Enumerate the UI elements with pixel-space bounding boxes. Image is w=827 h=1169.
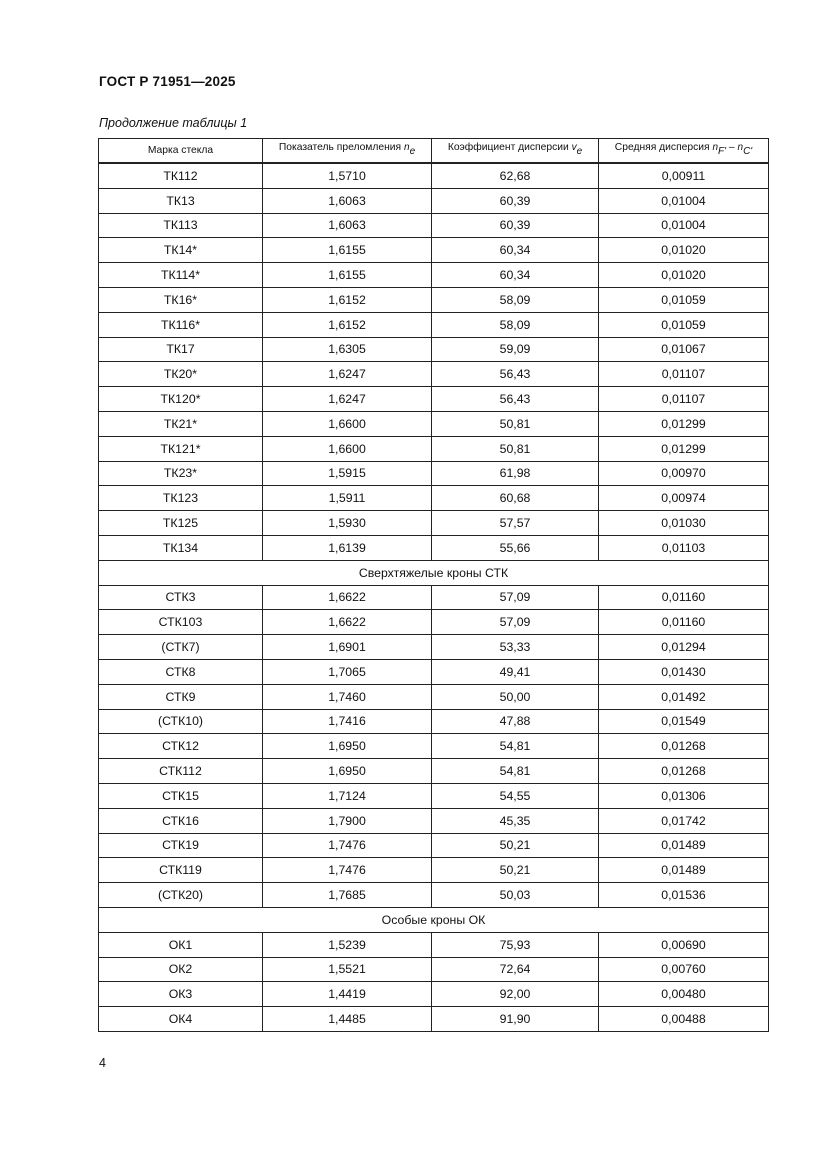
cell-dispersion-coefficient: 60,34 bbox=[432, 263, 599, 288]
table-row bbox=[99, 263, 769, 288]
table-header-row bbox=[99, 139, 769, 164]
cell-dispersion-coefficient: 60,34 bbox=[432, 238, 599, 263]
cell-mean-dispersion: 0,01489 bbox=[599, 833, 769, 858]
cell-glass-grade: ТК13 bbox=[99, 188, 263, 213]
cell-mean-dispersion: 0,00690 bbox=[599, 932, 769, 957]
cell-dispersion-coefficient: 50,21 bbox=[432, 858, 599, 883]
cell-refractive-index: 1,6950 bbox=[263, 734, 432, 759]
cell-mean-dispersion: 0,01020 bbox=[599, 263, 769, 288]
cell-glass-grade: СТК15 bbox=[99, 783, 263, 808]
glass-properties-table bbox=[98, 138, 769, 1032]
cell-refractive-index: 1,5710 bbox=[263, 163, 432, 188]
cell-refractive-index: 1,6247 bbox=[263, 387, 432, 412]
cell-refractive-index: 1,6152 bbox=[263, 287, 432, 312]
cell-glass-grade: (СТК7) bbox=[99, 635, 263, 660]
cell-mean-dispersion: 0,01059 bbox=[599, 312, 769, 337]
cell-dispersion-coefficient: 54,81 bbox=[432, 759, 599, 784]
cell-refractive-index: 1,6600 bbox=[263, 436, 432, 461]
table-row bbox=[99, 238, 769, 263]
cell-mean-dispersion: 0,01004 bbox=[599, 213, 769, 238]
table-row bbox=[99, 783, 769, 808]
cell-dispersion-coefficient: 55,66 bbox=[432, 535, 599, 560]
cell-dispersion-coefficient: 61,98 bbox=[432, 461, 599, 486]
cell-dispersion-coefficient: 50,21 bbox=[432, 833, 599, 858]
cell-glass-grade: (СТК10) bbox=[99, 709, 263, 734]
cell-glass-grade: ТК116* bbox=[99, 312, 263, 337]
cell-refractive-index: 1,6155 bbox=[263, 238, 432, 263]
table-row bbox=[99, 461, 769, 486]
table-caption: Продолжение таблицы 1 bbox=[99, 116, 248, 130]
cell-mean-dispersion: 0,00974 bbox=[599, 486, 769, 511]
cell-dispersion-coefficient: 62,68 bbox=[432, 163, 599, 188]
cell-glass-grade: ТК112 bbox=[99, 163, 263, 188]
cell-glass-grade: ОК2 bbox=[99, 957, 263, 982]
cell-refractive-index: 1,7476 bbox=[263, 858, 432, 883]
table-row bbox=[99, 610, 769, 635]
cell-mean-dispersion: 0,00970 bbox=[599, 461, 769, 486]
cell-refractive-index: 1,6600 bbox=[263, 411, 432, 436]
table-row bbox=[99, 659, 769, 684]
cell-mean-dispersion: 0,01059 bbox=[599, 287, 769, 312]
cell-dispersion-coefficient: 58,09 bbox=[432, 287, 599, 312]
cell-mean-dispersion: 0,01536 bbox=[599, 883, 769, 908]
table-row bbox=[99, 585, 769, 610]
cell-refractive-index: 1,7900 bbox=[263, 808, 432, 833]
cell-dispersion-coefficient: 56,43 bbox=[432, 387, 599, 412]
table-row bbox=[99, 163, 769, 188]
table-row bbox=[99, 635, 769, 660]
cell-dispersion-coefficient: 54,55 bbox=[432, 783, 599, 808]
cell-refractive-index: 1,5239 bbox=[263, 932, 432, 957]
section-title: Особые кроны ОК bbox=[99, 907, 769, 932]
cell-glass-grade: СТК103 bbox=[99, 610, 263, 635]
cell-refractive-index: 1,7460 bbox=[263, 684, 432, 709]
column-header-dispersion-coefficient: Коэффициент дисперсии $v_e$ bbox=[432, 139, 599, 164]
cell-dispersion-coefficient: 60,39 bbox=[432, 188, 599, 213]
table-row bbox=[99, 362, 769, 387]
column-header-glass-grade: Марка стекла bbox=[99, 139, 263, 164]
column-header-mean-dispersion: Средняя дисперсия $n_{F'} - n_{C'}$ bbox=[599, 139, 769, 164]
cell-mean-dispersion: 0,01294 bbox=[599, 635, 769, 660]
cell-dispersion-coefficient: 56,43 bbox=[432, 362, 599, 387]
cell-mean-dispersion: 0,01299 bbox=[599, 436, 769, 461]
cell-mean-dispersion: 0,01107 bbox=[599, 362, 769, 387]
page-number: 4 bbox=[99, 1056, 106, 1070]
cell-dispersion-coefficient: 57,09 bbox=[432, 585, 599, 610]
cell-mean-dispersion: 0,01107 bbox=[599, 387, 769, 412]
table-body bbox=[99, 163, 769, 1031]
cell-mean-dispersion: 0,01067 bbox=[599, 337, 769, 362]
document-header-standard-number: ГОСТ Р 71951—2025 bbox=[99, 74, 236, 89]
cell-mean-dispersion: 0,01549 bbox=[599, 709, 769, 734]
table-row bbox=[99, 833, 769, 858]
cell-refractive-index: 1,4419 bbox=[263, 982, 432, 1007]
cell-mean-dispersion: 0,01299 bbox=[599, 411, 769, 436]
cell-mean-dispersion: 0,00911 bbox=[599, 163, 769, 188]
cell-glass-grade: ОК3 bbox=[99, 982, 263, 1007]
section-title: Сверхтяжелые кроны СТК bbox=[99, 560, 769, 585]
cell-glass-grade: СТК119 bbox=[99, 858, 263, 883]
table-row bbox=[99, 1007, 769, 1032]
cell-dispersion-coefficient: 60,68 bbox=[432, 486, 599, 511]
cell-refractive-index: 1,5911 bbox=[263, 486, 432, 511]
cell-refractive-index: 1,6152 bbox=[263, 312, 432, 337]
cell-refractive-index: 1,6063 bbox=[263, 188, 432, 213]
cell-refractive-index: 1,6950 bbox=[263, 759, 432, 784]
cell-glass-grade: ТК114* bbox=[99, 263, 263, 288]
table-row bbox=[99, 436, 769, 461]
cell-refractive-index: 1,7124 bbox=[263, 783, 432, 808]
cell-glass-grade: СТК3 bbox=[99, 585, 263, 610]
table-row bbox=[99, 188, 769, 213]
cell-mean-dispersion: 0,00480 bbox=[599, 982, 769, 1007]
cell-glass-grade: СТК16 bbox=[99, 808, 263, 833]
table-row bbox=[99, 858, 769, 883]
table-row bbox=[99, 535, 769, 560]
cell-refractive-index: 1,4485 bbox=[263, 1007, 432, 1032]
table-row bbox=[99, 759, 769, 784]
cell-mean-dispersion: 0,00760 bbox=[599, 957, 769, 982]
table-row bbox=[99, 709, 769, 734]
cell-dispersion-coefficient: 58,09 bbox=[432, 312, 599, 337]
cell-dispersion-coefficient: 45,35 bbox=[432, 808, 599, 833]
table-row bbox=[99, 312, 769, 337]
table-row bbox=[99, 411, 769, 436]
cell-mean-dispersion: 0,01020 bbox=[599, 238, 769, 263]
cell-refractive-index: 1,7416 bbox=[263, 709, 432, 734]
cell-glass-grade: СТК12 bbox=[99, 734, 263, 759]
cell-dispersion-coefficient: 50,03 bbox=[432, 883, 599, 908]
cell-mean-dispersion: 0,01742 bbox=[599, 808, 769, 833]
cell-mean-dispersion: 0,01103 bbox=[599, 535, 769, 560]
cell-glass-grade: ТК14* bbox=[99, 238, 263, 263]
cell-dispersion-coefficient: 47,88 bbox=[432, 709, 599, 734]
cell-mean-dispersion: 0,01268 bbox=[599, 759, 769, 784]
cell-refractive-index: 1,6139 bbox=[263, 535, 432, 560]
cell-glass-grade: ТК125 bbox=[99, 511, 263, 536]
table-row bbox=[99, 932, 769, 957]
cell-glass-grade: ТК121* bbox=[99, 436, 263, 461]
cell-refractive-index: 1,7685 bbox=[263, 883, 432, 908]
cell-glass-grade: ТК120* bbox=[99, 387, 263, 412]
cell-refractive-index: 1,6247 bbox=[263, 362, 432, 387]
table-row bbox=[99, 883, 769, 908]
cell-mean-dispersion: 0,01160 bbox=[599, 585, 769, 610]
table-row bbox=[99, 287, 769, 312]
section-row bbox=[99, 560, 769, 585]
cell-glass-grade: ТК23* bbox=[99, 461, 263, 486]
cell-refractive-index: 1,7065 bbox=[263, 659, 432, 684]
cell-glass-grade: (СТК20) bbox=[99, 883, 263, 908]
cell-mean-dispersion: 0,01492 bbox=[599, 684, 769, 709]
cell-mean-dispersion: 0,01160 bbox=[599, 610, 769, 635]
cell-refractive-index: 1,6622 bbox=[263, 585, 432, 610]
cell-mean-dispersion: 0,01430 bbox=[599, 659, 769, 684]
cell-refractive-index: 1,6901 bbox=[263, 635, 432, 660]
cell-dispersion-coefficient: 60,39 bbox=[432, 213, 599, 238]
cell-dispersion-coefficient: 50,00 bbox=[432, 684, 599, 709]
table-row bbox=[99, 684, 769, 709]
cell-glass-grade: СТК112 bbox=[99, 759, 263, 784]
cell-glass-grade: СТК8 bbox=[99, 659, 263, 684]
cell-glass-grade: ТК113 bbox=[99, 213, 263, 238]
table-row bbox=[99, 957, 769, 982]
column-header-refractive-index: Показатель преломления $n_e$ bbox=[263, 139, 432, 164]
cell-refractive-index: 1,6622 bbox=[263, 610, 432, 635]
cell-refractive-index: 1,5930 bbox=[263, 511, 432, 536]
cell-mean-dispersion: 0,01030 bbox=[599, 511, 769, 536]
cell-glass-grade: ТК20* bbox=[99, 362, 263, 387]
cell-refractive-index: 1,6155 bbox=[263, 263, 432, 288]
table-row bbox=[99, 511, 769, 536]
table-row bbox=[99, 734, 769, 759]
cell-dispersion-coefficient: 49,41 bbox=[432, 659, 599, 684]
cell-dispersion-coefficient: 50,81 bbox=[432, 411, 599, 436]
table-row bbox=[99, 387, 769, 412]
cell-dispersion-coefficient: 53,33 bbox=[432, 635, 599, 660]
cell-glass-grade: ТК17 bbox=[99, 337, 263, 362]
cell-glass-grade: ТК21* bbox=[99, 411, 263, 436]
cell-glass-grade: СТК9 bbox=[99, 684, 263, 709]
cell-mean-dispersion: 0,00488 bbox=[599, 1007, 769, 1032]
cell-dispersion-coefficient: 57,09 bbox=[432, 610, 599, 635]
cell-dispersion-coefficient: 59,09 bbox=[432, 337, 599, 362]
section-row bbox=[99, 907, 769, 932]
cell-dispersion-coefficient: 50,81 bbox=[432, 436, 599, 461]
cell-mean-dispersion: 0,01268 bbox=[599, 734, 769, 759]
cell-refractive-index: 1,6305 bbox=[263, 337, 432, 362]
cell-glass-grade: ОК1 bbox=[99, 932, 263, 957]
table-row bbox=[99, 213, 769, 238]
cell-glass-grade: ТК134 bbox=[99, 535, 263, 560]
cell-mean-dispersion: 0,01489 bbox=[599, 858, 769, 883]
cell-dispersion-coefficient: 54,81 bbox=[432, 734, 599, 759]
cell-dispersion-coefficient: 92,00 bbox=[432, 982, 599, 1007]
cell-dispersion-coefficient: 72,64 bbox=[432, 957, 599, 982]
cell-refractive-index: 1,5915 bbox=[263, 461, 432, 486]
cell-refractive-index: 1,7476 bbox=[263, 833, 432, 858]
cell-dispersion-coefficient: 57,57 bbox=[432, 511, 599, 536]
table-row bbox=[99, 337, 769, 362]
cell-glass-grade: ТК16* bbox=[99, 287, 263, 312]
cell-refractive-index: 1,6063 bbox=[263, 213, 432, 238]
cell-dispersion-coefficient: 91,90 bbox=[432, 1007, 599, 1032]
table-row bbox=[99, 808, 769, 833]
cell-refractive-index: 1,5521 bbox=[263, 957, 432, 982]
cell-dispersion-coefficient: 75,93 bbox=[432, 932, 599, 957]
cell-glass-grade: ТК123 bbox=[99, 486, 263, 511]
cell-glass-grade: ОК4 bbox=[99, 1007, 263, 1032]
table-row bbox=[99, 982, 769, 1007]
table-row bbox=[99, 486, 769, 511]
cell-mean-dispersion: 0,01004 bbox=[599, 188, 769, 213]
cell-mean-dispersion: 0,01306 bbox=[599, 783, 769, 808]
cell-glass-grade: СТК19 bbox=[99, 833, 263, 858]
